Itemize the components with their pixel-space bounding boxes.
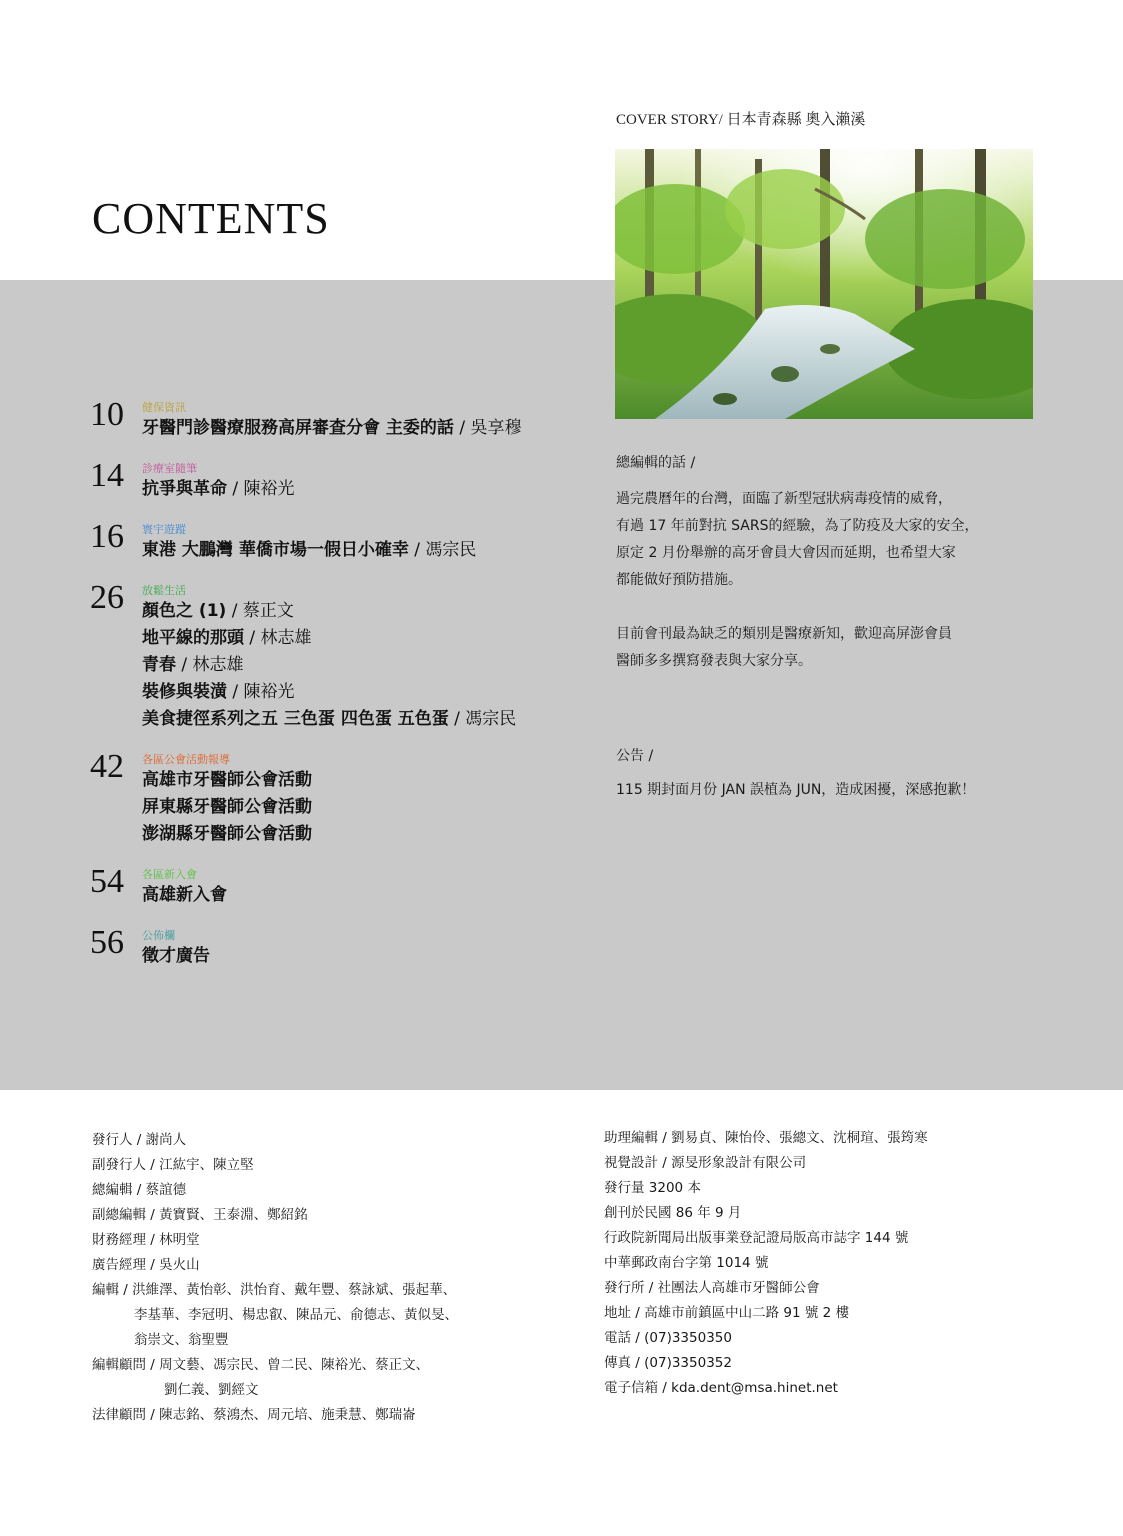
toc-category: 公佈欄: [142, 929, 175, 942]
toc-page-number: 26: [90, 579, 124, 616]
toc-item-author: / 林志雄: [176, 655, 244, 675]
toc-item[interactable]: [142, 679, 610, 706]
toc-item[interactable]: [142, 625, 610, 652]
credit-line: 廣告經理 / 吳火山: [92, 1257, 200, 1273]
toc-section: [90, 747, 610, 848]
cover-photo-forest-stream: [615, 149, 1033, 419]
editor-line: 過完農曆年的台灣，面臨了新型冠狀病毒疫情的威脅，: [616, 491, 952, 507]
credit-line: 電子信箱 / kda.dent@msa.hinet.net: [604, 1380, 838, 1396]
toc-page-number: 54: [90, 863, 124, 900]
credit-line: 編輯顧問 / 周文藝、馮宗民、曾二民、陳裕光、蔡正文、: [92, 1357, 430, 1373]
credit-line: 法律顧問 / 陳志銘、蔡鴻杰、周元培、施秉慧、鄭瑞崙: [92, 1407, 416, 1423]
toc-section-body: [142, 747, 610, 848]
contents-title: CONTENTS: [92, 194, 330, 243]
toc-category: 各區公會活動報導: [142, 753, 230, 766]
editor-heading: 總編輯的話 /: [616, 455, 696, 471]
credit-line: 副總編輯 / 黃寶賢、王泰淵、鄭紹銘: [92, 1207, 308, 1223]
table-of-contents: [90, 395, 610, 984]
editor-line: 都能做好預防措施。: [616, 572, 742, 588]
toc-item-title: 美食捷徑系列之五 三色蛋 四色蛋 五色蛋: [142, 709, 449, 729]
credit-line: 發行量 3200 本: [604, 1180, 701, 1196]
credit-line: 中華郵政南台字第 1014 號: [604, 1255, 769, 1271]
toc-item[interactable]: [142, 943, 610, 970]
toc-page-number: 56: [90, 924, 124, 961]
credit-line: 行政院新聞局出版事業登記證局版高市誌字 144 號: [604, 1230, 909, 1246]
editor-line: 醫師多多撰寫發表與大家分享。: [616, 653, 812, 669]
credit-line: 編輯 / 洪維澤、黃怡彰、洪怡育、戴年豐、蔡詠斌、張起華、: [92, 1282, 457, 1298]
toc-item[interactable]: [142, 794, 610, 821]
toc-section-body: [142, 517, 610, 564]
credit-line: 李基華、李冠明、楊忠叡、陳品元、俞德志、黃似旻、: [134, 1307, 458, 1323]
toc-item[interactable]: [142, 652, 610, 679]
toc-item-title: 澎湖縣牙醫師公會活動: [142, 824, 312, 844]
toc-item-author: / 馮宗民: [408, 540, 477, 560]
notice-heading: 公告 /: [616, 748, 654, 764]
credit-line: 財務經理 / 林明堂: [92, 1232, 200, 1248]
toc-item[interactable]: [142, 476, 610, 503]
toc-category: 各區新入會: [142, 868, 197, 881]
toc-category: 診療室隨筆: [142, 462, 197, 475]
credits-right-column: [604, 1126, 1074, 1401]
editor-line: 原定 2 月份舉辦的高牙會員大會因而延期，也希望大家: [616, 545, 956, 561]
toc-item-author: / 馮宗民: [448, 709, 517, 729]
toc-page-number: 10: [90, 396, 124, 433]
editor-line: 有過 17 年前對抗 SARS的經驗，為了防疫及大家的安全，: [616, 518, 979, 534]
cover-story-label: COVER STORY/ 日本青森縣 奧入瀨溪: [616, 112, 866, 128]
toc-item-title: 高雄新入會: [142, 885, 227, 905]
toc-section: [90, 578, 610, 733]
credit-line: 發行所 / 社團法人高雄市牙醫師公會: [604, 1280, 820, 1296]
credit-line: 發行人 / 謝尚人: [92, 1132, 187, 1148]
toc-category: 放鬆生活: [142, 584, 186, 597]
toc-section: [90, 862, 610, 909]
notice-text: 115 期封面月份 JAN 誤植為 JUN，造成困擾，深感抱歉！: [616, 782, 976, 798]
credit-line: 副發行人 / 江紘宇、陳立堅: [92, 1157, 254, 1173]
credit-line: 翁崇文、翁聖豐: [134, 1332, 229, 1348]
editor-line: 目前會刊最為缺乏的類別是醫療新知，歡迎高屏澎會員: [616, 626, 952, 642]
forest-stream-illustration: [615, 149, 1033, 419]
toc-item-title: 青春: [142, 655, 176, 675]
credit-line: 電話 / (07)3350350: [604, 1330, 732, 1346]
editor-and-notice-column: [616, 452, 1046, 804]
credit-line: 視覺設計 / 源旻形象設計有限公司: [604, 1155, 807, 1171]
toc-item[interactable]: [142, 767, 610, 794]
toc-item[interactable]: [142, 706, 610, 733]
credits-left-column: [92, 1128, 572, 1428]
toc-section-body: [142, 862, 610, 909]
toc-item-title: 抗爭與革命: [142, 479, 227, 499]
toc-section-body: [142, 923, 610, 970]
toc-category: 健保資訊: [142, 401, 186, 414]
toc-item[interactable]: [142, 537, 610, 564]
toc-item-title: 顏色之 (1): [142, 601, 227, 621]
toc-item[interactable]: [142, 415, 610, 442]
toc-item-author: / 陳裕光: [227, 479, 295, 499]
toc-page-number: 42: [90, 748, 124, 785]
toc-section: [90, 923, 610, 970]
toc-item-title: 高雄市牙醫師公會活動: [142, 770, 312, 790]
toc-section-body: [142, 395, 610, 442]
toc-item-author: / 林志雄: [244, 628, 312, 648]
credit-line: 地址 / 高雄市前鎮區中山二路 91 號 2 樓: [604, 1305, 850, 1321]
toc-item[interactable]: [142, 882, 610, 909]
toc-item-author: / 陳裕光: [227, 682, 295, 702]
credit-line: 創刊於民國 86 年 9 月: [604, 1205, 742, 1221]
toc-item-title: 牙醫門診醫療服務高屏審查分會 主委的話: [142, 418, 454, 438]
toc-section-body: [142, 578, 610, 733]
toc-item-title: 地平線的那頭: [142, 628, 244, 648]
credit-line: 總編輯 / 蔡誼德: [92, 1182, 187, 1198]
toc-page-number: 16: [90, 518, 124, 555]
toc-item-title: 徵才廣告: [142, 946, 210, 966]
toc-section: [90, 395, 610, 442]
toc-item-title: 屏東縣牙醫師公會活動: [142, 797, 312, 817]
credit-line: 助理編輯 / 劉易貞、陳怡伶、張總文、沈桐瑄、張筠寒: [604, 1130, 928, 1146]
toc-category: 寰宇遊蹤: [142, 523, 186, 536]
credit-line: 傳真 / (07)3350352: [604, 1355, 732, 1371]
toc-item-title: 裝修與裝潢: [142, 682, 227, 702]
toc-section: [90, 456, 610, 503]
toc-item[interactable]: [142, 821, 610, 848]
credit-line: 劉仁義、劉經文: [164, 1382, 259, 1398]
toc-section: [90, 517, 610, 564]
toc-page-number: 14: [90, 457, 124, 494]
toc-item-author: / 吳享穆: [453, 418, 522, 438]
toc-item[interactable]: [142, 598, 610, 625]
toc-item-author: / 蔡正文: [226, 601, 294, 621]
toc-item-title: 東港 大鵬灣 華僑市場一假日小確幸: [142, 540, 409, 560]
toc-section-body: [142, 456, 610, 503]
